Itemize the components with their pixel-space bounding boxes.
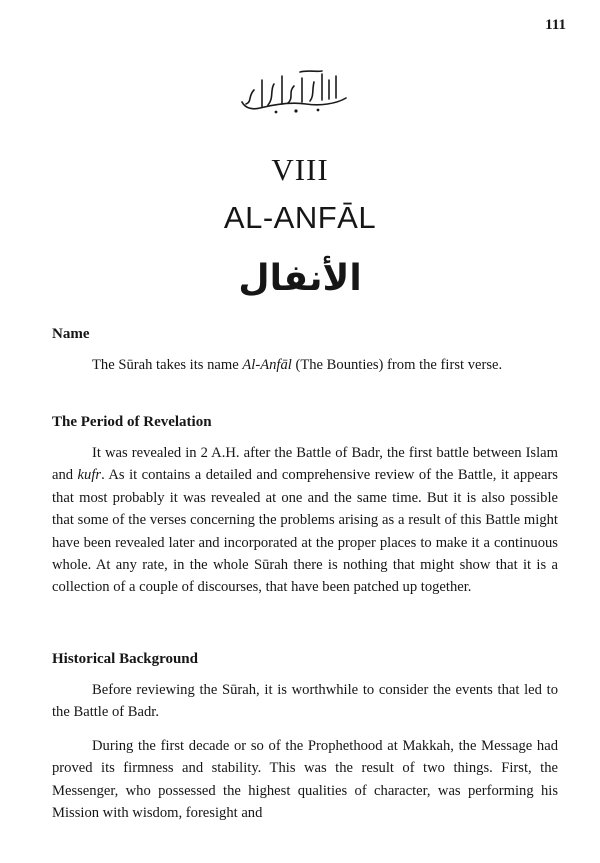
- paragraph: During the first decade or so of the Prophethood at Makkah, the Message had proved its firmness and stability. This was the result of two things. First, the Messenger, who possessed the highest qualities of character, was performing his Mission with wisdom, foresight and: [52, 738, 558, 822]
- section-heading-name: Name: [52, 326, 90, 342]
- section-heading-period: The Period of Revelation: [52, 414, 212, 430]
- page-number: 111: [545, 17, 566, 33]
- section-body-name: [52, 354, 558, 376]
- section-heading-history: Historical Background: [52, 651, 198, 667]
- surah-title: AL-ANFĀL: [223, 200, 377, 235]
- paragraph: It was revealed in 2 A.H. after the Battle of Badr, the first battle between Islam and kufr. As it contains a detailed and comprehensive review of the Battle, it appears that most probably it was revealed at one and the same time. But it is also possible that some of the verses concerning the problems arising as a result of this Battle might have been revealed later and incorporated at the proper places to make it a continuous whole. At any rate, in the whole Sūrah there is nothing that might show that it is a collection of a couple of discourses, that have been patched up together.: [52, 445, 558, 596]
- section-body-history-2: [52, 735, 558, 825]
- paragraph: The Sūrah takes its name Al-Anfāl (The Bounties) from the first verse.: [92, 357, 503, 373]
- paragraph: Before reviewing the Sūrah, it is worthwhile to consider the events that led to the Battle of Badr.: [52, 682, 558, 721]
- section-body-history-1: [52, 679, 558, 724]
- bismillah-calligraphy-icon: [236, 68, 354, 116]
- section-body-period: [52, 442, 558, 599]
- arabic-surah-title: الأنفال: [238, 258, 362, 299]
- surah-number: VIII: [271, 152, 329, 187]
